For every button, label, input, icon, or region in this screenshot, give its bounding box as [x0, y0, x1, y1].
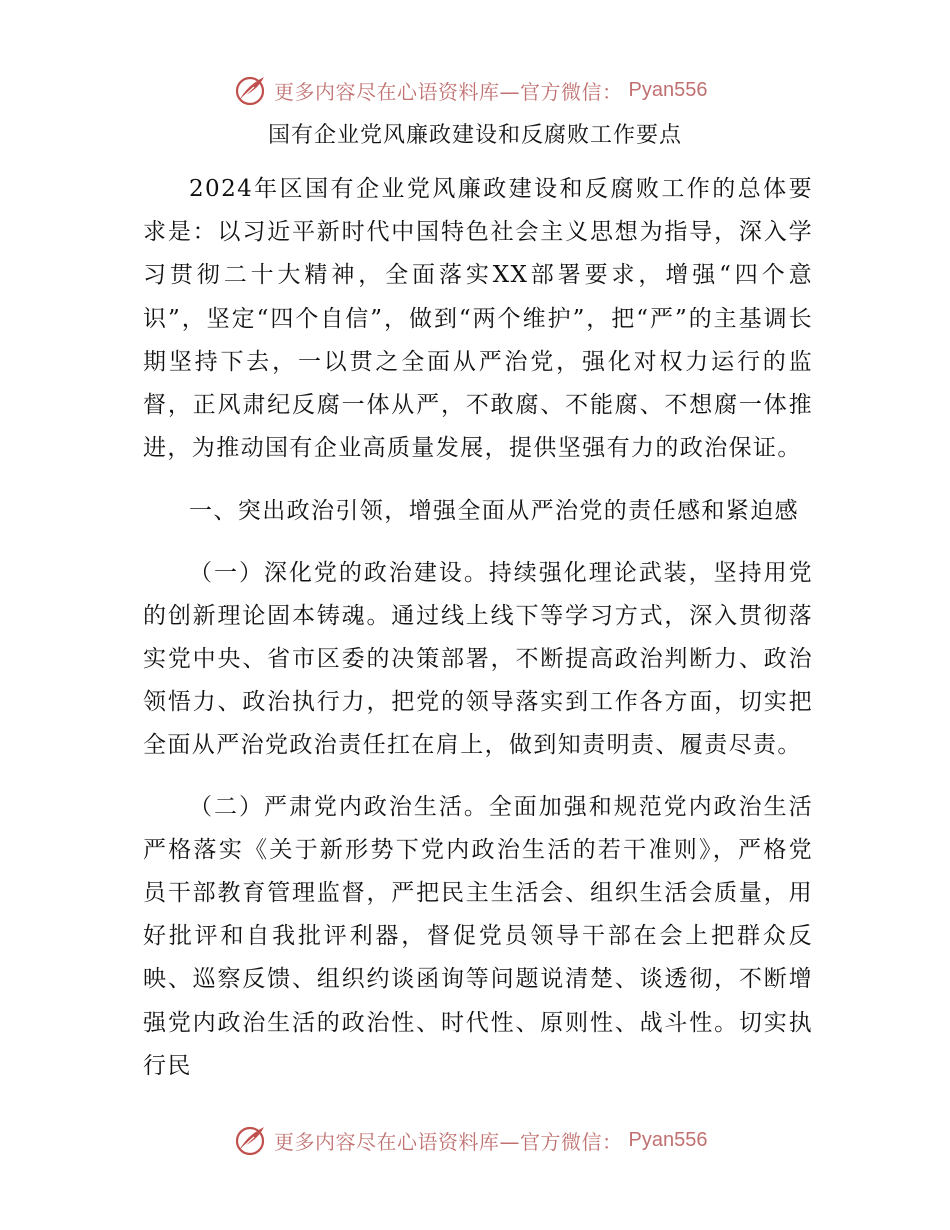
feather-pen-logo-icon: [234, 1123, 268, 1157]
document-body: [143, 168, 813, 1088]
item-paragraph-2: （二）严肃党内政治生活。全面加强和规范党内政治生活严格落实《关于新形势下党内政治生活的若干准则》，严格党员干部教育管理监督，严把民主生活会、组织生活会质量，用好批评和自我批评利器，督促党员领导干部在会上把群众反映、巡察反馈、组织约谈函询等问题说清楚、谈透彻，不断增强党内政治生活的政治性、时代性、原则性、战斗性。切实执行民: [143, 793, 813, 1079]
feather-pen-logo-icon: [234, 73, 268, 107]
intro-paragraph: 2024年区国有企业党风廉政建设和反腐败工作的总体要求是：以习近平新时代中国特色社会主义思想为指导，深入学习贯彻二十大精神，全面落实XX部署要求，增强“四个意识”，坚定“四个自信”，做到“两个维护”，把“严”的主基调长期坚持下去，一以贯之全面从严治党，强化对权力运行的监督，正风肃纪反腐一体从严，不敢腐、不能腐、不想腐一体推进，为推动国有企业高质量发展，提供坚强有力的政治保证。: [143, 176, 813, 462]
watermark-wechat-id: Pyan556: [628, 78, 708, 101]
item-paragraph-1: （一）深化党的政治建设。持续强化理论武装，坚持用党的创新理论固本铸魂。通过线上线下等学习方式，深入贯彻落实党中央、省市区委的决策部署，不断提高政治判断力、政治领悟力、政治执行力，把党的领导落实到工作各方面，切实把全面从严治党政治责任扛在肩上，做到知责明责、履责尽责。: [143, 559, 813, 759]
watermark-footer: [234, 1122, 754, 1158]
watermark-header: [234, 72, 754, 108]
section-heading: 一、突出政治引领，增强全面从严治党的责任感和紧迫感: [189, 498, 799, 525]
document-title: 国有企业党风廉政建设和反腐败工作要点: [267, 123, 682, 148]
watermark-text: 更多内容尽在心语资料库—官方微信：: [274, 1129, 623, 1154]
watermark-text: 更多内容尽在心语资料库—官方微信：: [274, 79, 623, 104]
watermark-wechat-id: Pyan556: [628, 1128, 708, 1151]
